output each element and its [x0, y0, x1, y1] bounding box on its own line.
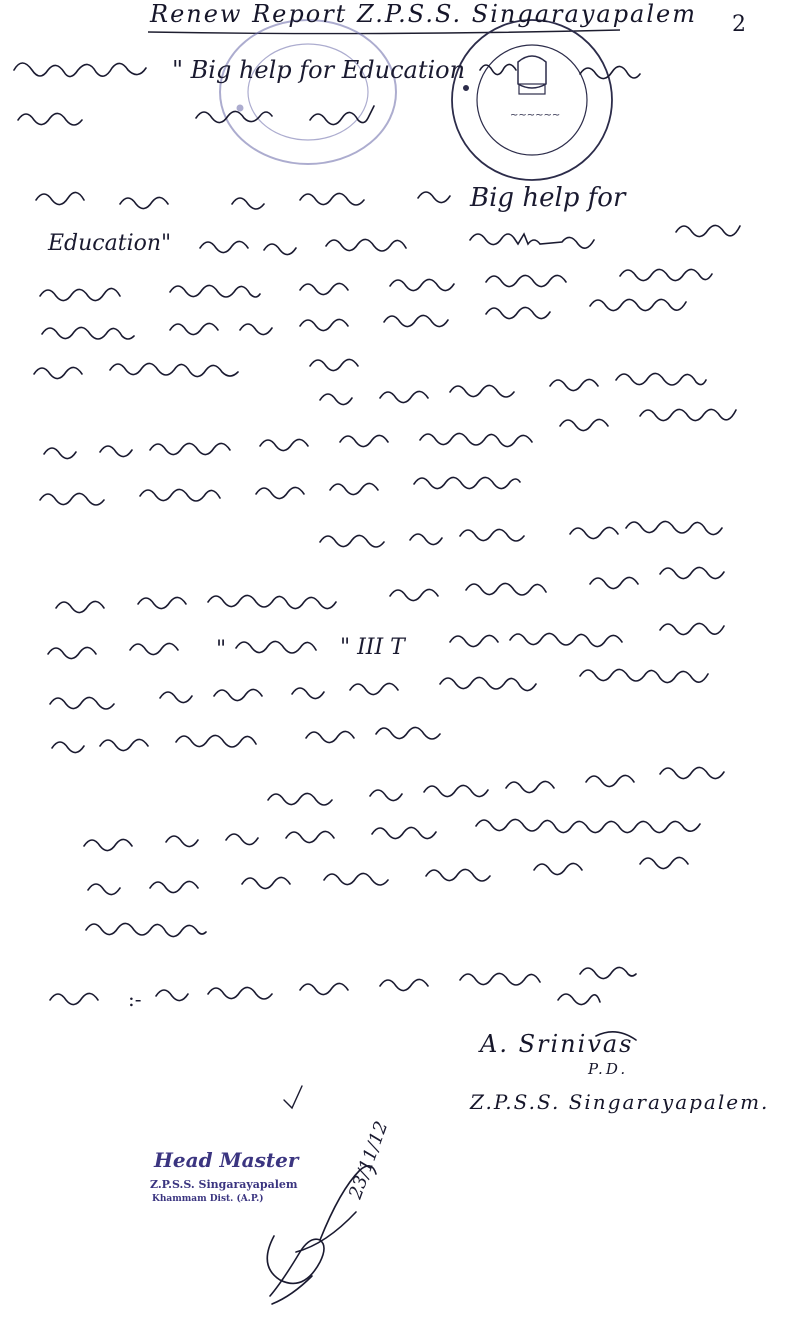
signatory-name: A. Srinivas	[480, 1030, 634, 1058]
svg-text:": "	[216, 637, 227, 662]
svg-text:" III T: " III T	[340, 635, 405, 660]
svg-text:23/11/12: 23/11/12	[344, 1118, 393, 1202]
school-seal-left	[220, 20, 396, 164]
stamp-district: Khammam Dist. (A.P.)	[152, 1194, 264, 1204]
school-seal-right	[452, 20, 612, 180]
report-header: Renew Report Z.P.S.S. Singarayapalem	[150, 0, 697, 28]
svg-text:Big help for: Big help for	[470, 183, 626, 213]
svg-text:Education": Education"	[48, 231, 172, 256]
stamp-school: Z.P.S.S. Singarayapalem	[150, 1178, 298, 1191]
svg-text::-: :-	[128, 987, 142, 1011]
signatory-school: Z.P.S.S. Singarayapalem.	[470, 1090, 770, 1114]
signatory-designation: P.D.	[588, 1060, 629, 1078]
handwritten-body	[14, 56, 740, 1108]
svg-text:" Big help for Education: " Big help for Education	[172, 56, 466, 84]
headmaster-initials	[267, 1119, 392, 1304]
stamp-title: Head Master	[154, 1148, 299, 1172]
page-number: 2	[732, 12, 746, 37]
svg-text:~~~~~~: ~~~~~~	[510, 110, 561, 121]
headmaster-stamp	[150, 1148, 350, 1204]
